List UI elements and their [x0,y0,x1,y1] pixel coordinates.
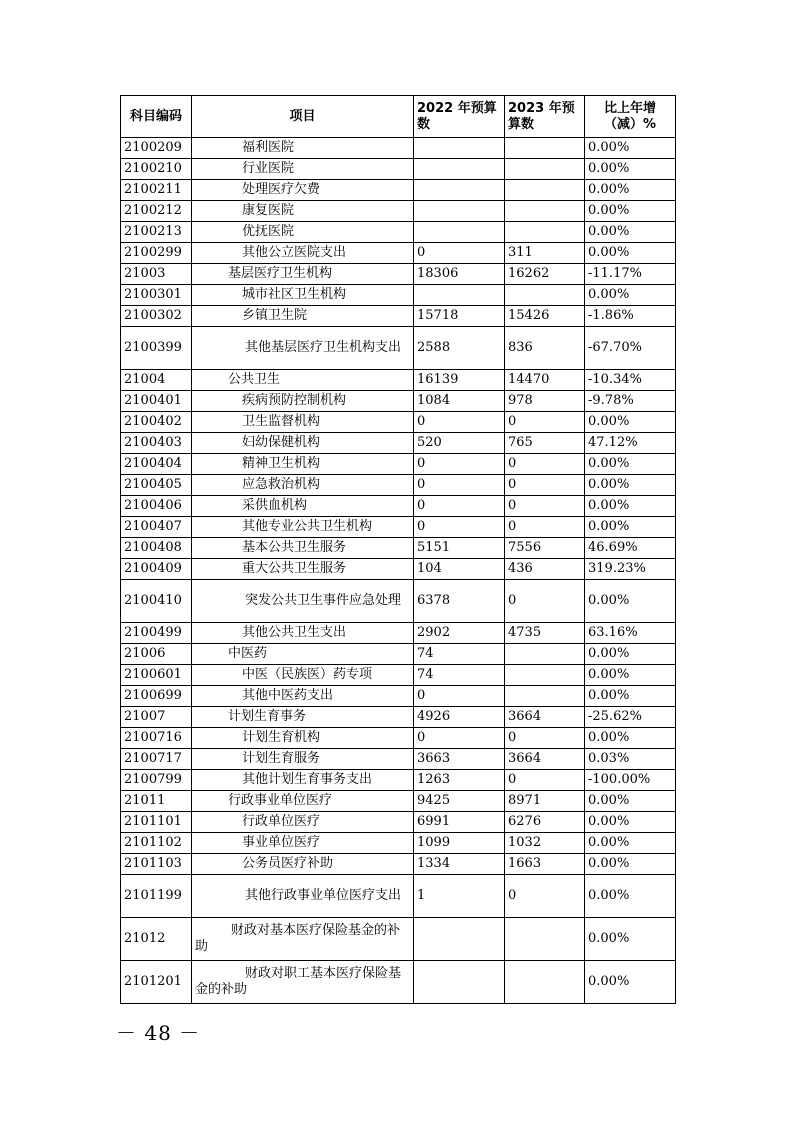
row-change: 0.00% [585,201,676,222]
table-row [121,559,676,580]
table-row [121,327,676,370]
row-code: 2100407 [121,517,192,538]
header-change: 比上年增（减）% [585,96,676,138]
row-name: 其他公共卫生支出 [192,623,414,644]
row-change: 0.00% [585,833,676,854]
row-name: 基层医疗卫生机构 [192,264,414,285]
row-name: 事业单位医疗 [192,833,414,854]
row-budget-2022: 0 [414,475,505,496]
row-change: 0.00% [585,159,676,180]
row-code: 2101101 [121,812,192,833]
row-budget-2022 [414,201,505,222]
row-budget-2022: 6991 [414,812,505,833]
row-code: 2100403 [121,433,192,454]
row-code: 2100299 [121,243,192,264]
row-change: 0.00% [585,222,676,243]
row-code: 2100401 [121,391,192,412]
row-name: 公共卫生 [192,370,414,391]
row-code: 2100213 [121,222,192,243]
row-code: 2100211 [121,180,192,201]
table-row [121,812,676,833]
table-row [121,770,676,791]
row-budget-2022: 2588 [414,327,505,370]
row-name: 计划生育服务 [192,749,414,770]
budget-table [120,95,676,1004]
row-budget-2022 [414,180,505,201]
row-name: 其他公立医院支出 [192,243,414,264]
row-name: 康复医院 [192,201,414,222]
row-budget-2022: 0 [414,243,505,264]
row-budget-2022: 1 [414,875,505,918]
row-budget-2023: 3664 [505,707,585,728]
row-budget-2022: 4926 [414,707,505,728]
row-name: 突发公共卫生事件应急处理 [192,580,414,623]
table-row [121,285,676,306]
row-budget-2023: 8971 [505,791,585,812]
table-row [121,159,676,180]
table-row [121,496,676,517]
row-budget-2022 [414,159,505,180]
row-change: -11.17% [585,264,676,285]
row-change: 0.00% [585,475,676,496]
row-budget-2023: 0 [505,412,585,433]
row-change: 319.23% [585,559,676,580]
table-row [121,749,676,770]
row-change: 0.00% [585,496,676,517]
row-budget-2023 [505,918,585,961]
row-change: -9.78% [585,391,676,412]
row-change: 0.00% [585,243,676,264]
row-change: 0.00% [585,454,676,475]
row-budget-2022: 104 [414,559,505,580]
row-code: 21006 [121,644,192,665]
row-change: 0.00% [585,517,676,538]
row-name: 行业医院 [192,159,414,180]
row-change: -100.00% [585,770,676,791]
row-name: 财政对基本医疗保险基金的补助 [192,918,414,961]
table-row [121,833,676,854]
row-budget-2023: 836 [505,327,585,370]
table-row [121,707,676,728]
row-budget-2022 [414,222,505,243]
row-change: -67.70% [585,327,676,370]
row-budget-2023 [505,644,585,665]
row-name: 精神卫生机构 [192,454,414,475]
row-budget-2023 [505,201,585,222]
row-budget-2023: 7556 [505,538,585,559]
row-budget-2022: 2902 [414,623,505,644]
row-name: 财政对职工基本医疗保险基金的补助 [192,961,414,1004]
row-budget-2023: 0 [505,728,585,749]
row-name: 其他专业公共卫生机构 [192,517,414,538]
row-budget-2023: 0 [505,517,585,538]
row-name: 中医（民族医）药专项 [192,665,414,686]
row-code: 2100716 [121,728,192,749]
table-row [121,222,676,243]
table-row [121,918,676,961]
row-budget-2022: 74 [414,644,505,665]
table-row [121,201,676,222]
table-row [121,538,676,559]
row-budget-2022 [414,285,505,306]
row-change: 63.16% [585,623,676,644]
header-code: 科目编码 [121,96,192,138]
header-budget-2023: 2023 年预算数 [505,96,585,138]
row-budget-2022: 0 [414,496,505,517]
row-budget-2023: 0 [505,454,585,475]
row-budget-2023: 436 [505,559,585,580]
row-name: 应急救治机构 [192,475,414,496]
table-row [121,475,676,496]
row-change: 0.00% [585,644,676,665]
row-budget-2022: 1334 [414,854,505,875]
row-name: 福利医院 [192,138,414,159]
table-row [121,961,676,1004]
table-row [121,306,676,327]
row-change: 0.00% [585,791,676,812]
row-name: 乡镇卫生院 [192,306,414,327]
row-budget-2023 [505,222,585,243]
row-budget-2022: 0 [414,517,505,538]
row-code: 2100210 [121,159,192,180]
table-row [121,686,676,707]
row-change: 46.69% [585,538,676,559]
row-budget-2023 [505,159,585,180]
row-code: 21011 [121,791,192,812]
row-name: 采供血机构 [192,496,414,517]
table-row [121,412,676,433]
row-budget-2023: 765 [505,433,585,454]
row-code: 2100212 [121,201,192,222]
table-row [121,854,676,875]
table-row [121,644,676,665]
row-budget-2023 [505,686,585,707]
row-budget-2022: 0 [414,728,505,749]
table-row [121,454,676,475]
row-change: 0.00% [585,180,676,201]
row-name: 妇幼保健机构 [192,433,414,454]
row-name: 卫生监督机构 [192,412,414,433]
row-code: 21004 [121,370,192,391]
table-row [121,433,676,454]
row-code: 2100209 [121,138,192,159]
row-budget-2023: 4735 [505,623,585,644]
row-code: 2100717 [121,749,192,770]
row-name: 其他计划生育事务支出 [192,770,414,791]
row-change: 0.03% [585,749,676,770]
table-row [121,580,676,623]
table-row [121,623,676,644]
row-change: 0.00% [585,875,676,918]
row-change: 0.00% [585,918,676,961]
row-name: 优抚医院 [192,222,414,243]
row-budget-2023 [505,138,585,159]
row-budget-2022: 5151 [414,538,505,559]
row-budget-2023: 16262 [505,264,585,285]
table-row [121,370,676,391]
table-row [121,243,676,264]
row-name: 其他基层医疗卫生机构支出 [192,327,414,370]
row-change: 0.00% [585,728,676,749]
table-row [121,517,676,538]
row-name: 行政单位医疗 [192,812,414,833]
table-row [121,728,676,749]
row-budget-2023: 15426 [505,306,585,327]
row-budget-2022: 9425 [414,791,505,812]
table-row [121,791,676,812]
row-code: 2100799 [121,770,192,791]
row-change: -1.86% [585,306,676,327]
page-number: － 48 － [116,1021,201,1045]
row-code: 2100406 [121,496,192,517]
row-code: 2100499 [121,623,192,644]
row-change: 0.00% [585,854,676,875]
row-name: 重大公共卫生服务 [192,559,414,580]
row-code: 2100699 [121,686,192,707]
row-name: 计划生育机构 [192,728,414,749]
row-budget-2022 [414,961,505,1004]
row-code: 2100408 [121,538,192,559]
row-budget-2023: 1032 [505,833,585,854]
row-name: 城市社区卫生机构 [192,285,414,306]
row-budget-2022: 520 [414,433,505,454]
table-row [121,180,676,201]
row-code: 21012 [121,918,192,961]
row-name: 疾病预防控制机构 [192,391,414,412]
row-budget-2023: 311 [505,243,585,264]
row-name: 计划生育事务 [192,707,414,728]
row-name: 公务员医疗补助 [192,854,414,875]
row-code: 2100405 [121,475,192,496]
header-name: 项目 [192,96,414,138]
row-budget-2022: 6378 [414,580,505,623]
header-budget-2022: 2022 年预算数 [414,96,505,138]
row-change: 0.00% [585,812,676,833]
row-code: 2101201 [121,961,192,1004]
row-name: 行政事业单位医疗 [192,791,414,812]
row-code: 21007 [121,707,192,728]
table-row [121,138,676,159]
row-budget-2022: 74 [414,665,505,686]
row-budget-2023 [505,180,585,201]
row-budget-2022: 18306 [414,264,505,285]
row-code: 2101199 [121,875,192,918]
row-budget-2022: 0 [414,686,505,707]
row-budget-2023 [505,285,585,306]
row-budget-2023: 14470 [505,370,585,391]
row-change: 0.00% [585,665,676,686]
row-code: 2100402 [121,412,192,433]
row-budget-2022: 0 [414,454,505,475]
row-budget-2023 [505,665,585,686]
row-budget-2022: 0 [414,412,505,433]
row-code: 2100404 [121,454,192,475]
row-budget-2023: 0 [505,496,585,517]
row-budget-2023: 0 [505,770,585,791]
table-header-row [121,96,676,138]
table-row [121,875,676,918]
row-budget-2022: 1263 [414,770,505,791]
row-budget-2022: 15718 [414,306,505,327]
row-name: 其他行政事业单位医疗支出 [192,875,414,918]
row-change: -25.62% [585,707,676,728]
table-body [121,138,676,1004]
row-change: 47.12% [585,433,676,454]
row-budget-2022: 1084 [414,391,505,412]
row-budget-2022: 3663 [414,749,505,770]
row-budget-2023: 0 [505,875,585,918]
row-code: 2100302 [121,306,192,327]
row-name: 处理医疗欠费 [192,180,414,201]
row-code: 2100399 [121,327,192,370]
table-row [121,665,676,686]
row-name: 其他中医药支出 [192,686,414,707]
table-row [121,264,676,285]
row-budget-2023: 3664 [505,749,585,770]
row-budget-2023: 978 [505,391,585,412]
row-change: 0.00% [585,580,676,623]
row-change: -10.34% [585,370,676,391]
row-code: 2100601 [121,665,192,686]
row-change: 0.00% [585,138,676,159]
row-change: 0.00% [585,961,676,1004]
row-budget-2022 [414,918,505,961]
row-change: 0.00% [585,412,676,433]
row-code: 2100301 [121,285,192,306]
row-code: 2100410 [121,580,192,623]
row-code: 2101103 [121,854,192,875]
row-code: 21003 [121,264,192,285]
row-change: 0.00% [585,686,676,707]
row-budget-2022: 1099 [414,833,505,854]
row-name: 基本公共卫生服务 [192,538,414,559]
row-budget-2022 [414,138,505,159]
row-code: 2100409 [121,559,192,580]
row-change: 0.00% [585,285,676,306]
row-name: 中医药 [192,644,414,665]
row-budget-2023: 0 [505,580,585,623]
row-budget-2023 [505,961,585,1004]
row-budget-2023: 1663 [505,854,585,875]
row-code: 2101102 [121,833,192,854]
row-budget-2022: 16139 [414,370,505,391]
row-budget-2023: 0 [505,475,585,496]
table-row [121,391,676,412]
row-budget-2023: 6276 [505,812,585,833]
